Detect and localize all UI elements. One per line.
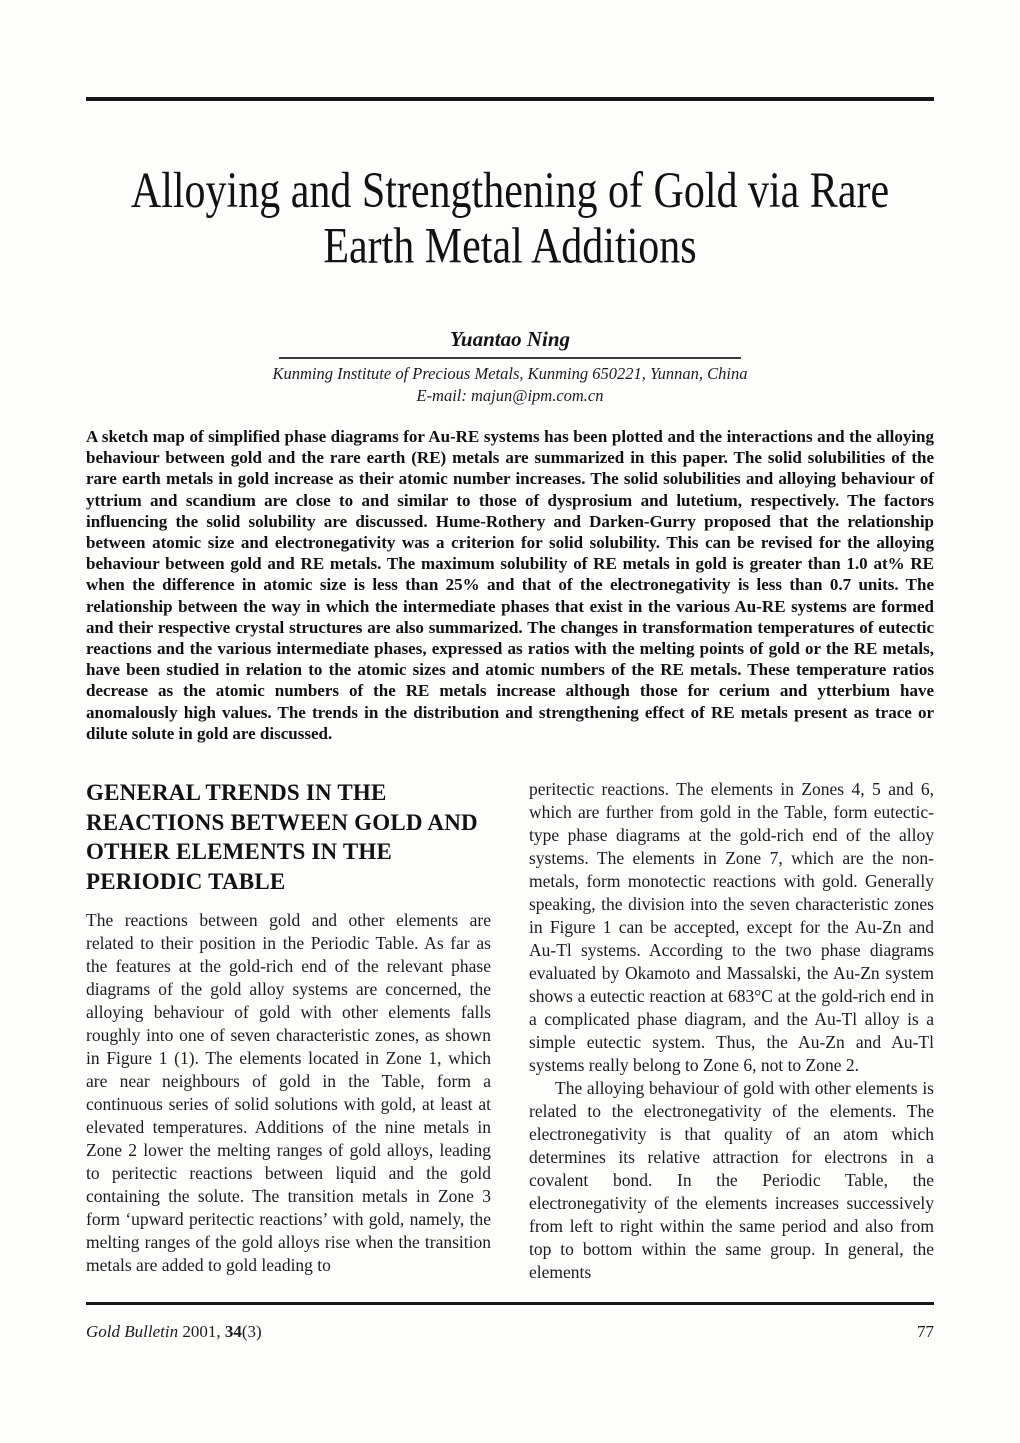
title-line-1: Alloying and Strengthening of Gold via Rare <box>130 164 890 220</box>
page-number: 77 <box>917 1322 934 1341</box>
footer <box>86 1322 934 1342</box>
author-name: Yuantao Ning <box>449 327 571 351</box>
title-line-2: Earth Metal Additions <box>323 219 697 275</box>
right-column <box>529 778 934 1284</box>
section-heading: GENERAL TRENDS IN THE REACTIONS BETWEEN GOLD AND OTHER ELEMENTS IN THE PERIODIC TABLE <box>86 780 478 894</box>
two-column-body <box>86 778 934 1284</box>
page-title <box>0 164 1020 274</box>
journal-name: Gold Bulletin <box>86 1322 179 1341</box>
citation-year: 2001, <box>178 1322 225 1341</box>
author-email: E-mail: majun@ipm.com.cn <box>416 386 604 405</box>
author-rule <box>279 357 741 359</box>
abstract: A sketch map of simplified phase diagrams for Au-RE systems has been plotted and the interactions and the alloying behaviour between gold and the rare earth (RE) metals are summarized in this paper. The solid solubilities of the rare earth metals in gold increase as their atomic number increases. The solid solubilities and alloying behaviour of yttrium and scandium are close to and similar to those of dysprosium and lutetium, respectively. The factors influencing the solid solubility are discussed. Hume-Rothery and Darken-Gurry proposed that the relationship between atomic size and electronegativity was a criterion for solid solubility. This can be revised for the alloying behaviour between gold and RE metals. The maximum solubility of RE metals in gold is greater than 1.0 at% RE when the difference in atomic size is less than 25% and that of the electronegativity is less than 0.7 units. The relationship between the way in which the intermediate phases that exist in the various Au-RE systems are formed and their respective crystal structures are also summarized. The changes in transformation temperatures of eutectic reactions and the various intermediate phases, expressed as ratios with the melting points of gold or the RE metals, have been studied in relation to the atomic sizes and atomic numbers of the RE metals. These temperature ratios decrease as the atomic numbers of the RE metals increase although those for cerium and ytterbium have anomalously high values. The trends in the distribution and strengthening effect of RE metals present as trace or dilute solute in gold are discussed. <box>86 427 934 743</box>
footer-rule <box>86 1302 934 1305</box>
author-affiliation: Kunming Institute of Precious Metals, Kunming 650221, Yunnan, China <box>272 364 748 383</box>
body-paragraph-right-2: The alloying behaviour of gold with other elements is related to the electronegativity of the elements. The electronegativity is that quality of an atom which determines its relative attraction for electrons in a covalent bond. In the Periodic Table, the electronegativity of the elements increases successively from left to right within the same period and also from top to bottom within the same group. In general, the elements <box>529 1078 934 1282</box>
body-paragraph-left: The reactions between gold and other elements are related to their position in the Periodic Table. As far as the features at the gold-rich end of the relevant phase diagrams of the gold alloy systems are concerned, the alloying behaviour of gold with other elements falls roughly into one of seven characteristic zones, as shown in Figure 1 (1). The elements located in Zone 1, which are near neighbours of gold in the Table, form a continuous series of solid solutions with gold, at least at elevated temperatures. Additions of the nine metals in Zone 2 lower the melting ranges of gold alloys, leading to peritectic reactions between liquid and the gold containing the solute. The transition metals in Zone 3 form ‘upward peritectic reactions’ with gold, namely, the melting ranges of the gold alloys rise when the transition metals are added to gold leading to <box>86 910 491 1275</box>
citation-issue: (3) <box>241 1322 262 1341</box>
left-column <box>86 778 491 1284</box>
citation-volume: 34 <box>224 1322 242 1341</box>
top-rule <box>86 97 934 101</box>
footer-citation <box>86 1322 262 1342</box>
body-paragraph-right-1: peritectic reactions. The elements in Zones 4, 5 and 6, which are further from gold in the Table, form eutectic-type phase diagrams at the gold-rich end of the alloy systems. The elements in Zone 7, which are the non-metals, form monotectic reactions with gold. Generally speaking, the division into the seven characteristic zones in Figure 1 can be accepted, except for the Au-Zn and Au-Tl systems. According to the two phase diagrams evaluated by Okamoto and Massalski, the Au-Zn system shows a eutectic reaction at 683°C at the gold-rich end in a complicated phase diagram, and the Au-Tl alloy is a simple eutectic system. Thus, the Au-Zn and Au-Tl systems really belong to Zone 6, not to Zone 2. <box>529 779 934 1075</box>
